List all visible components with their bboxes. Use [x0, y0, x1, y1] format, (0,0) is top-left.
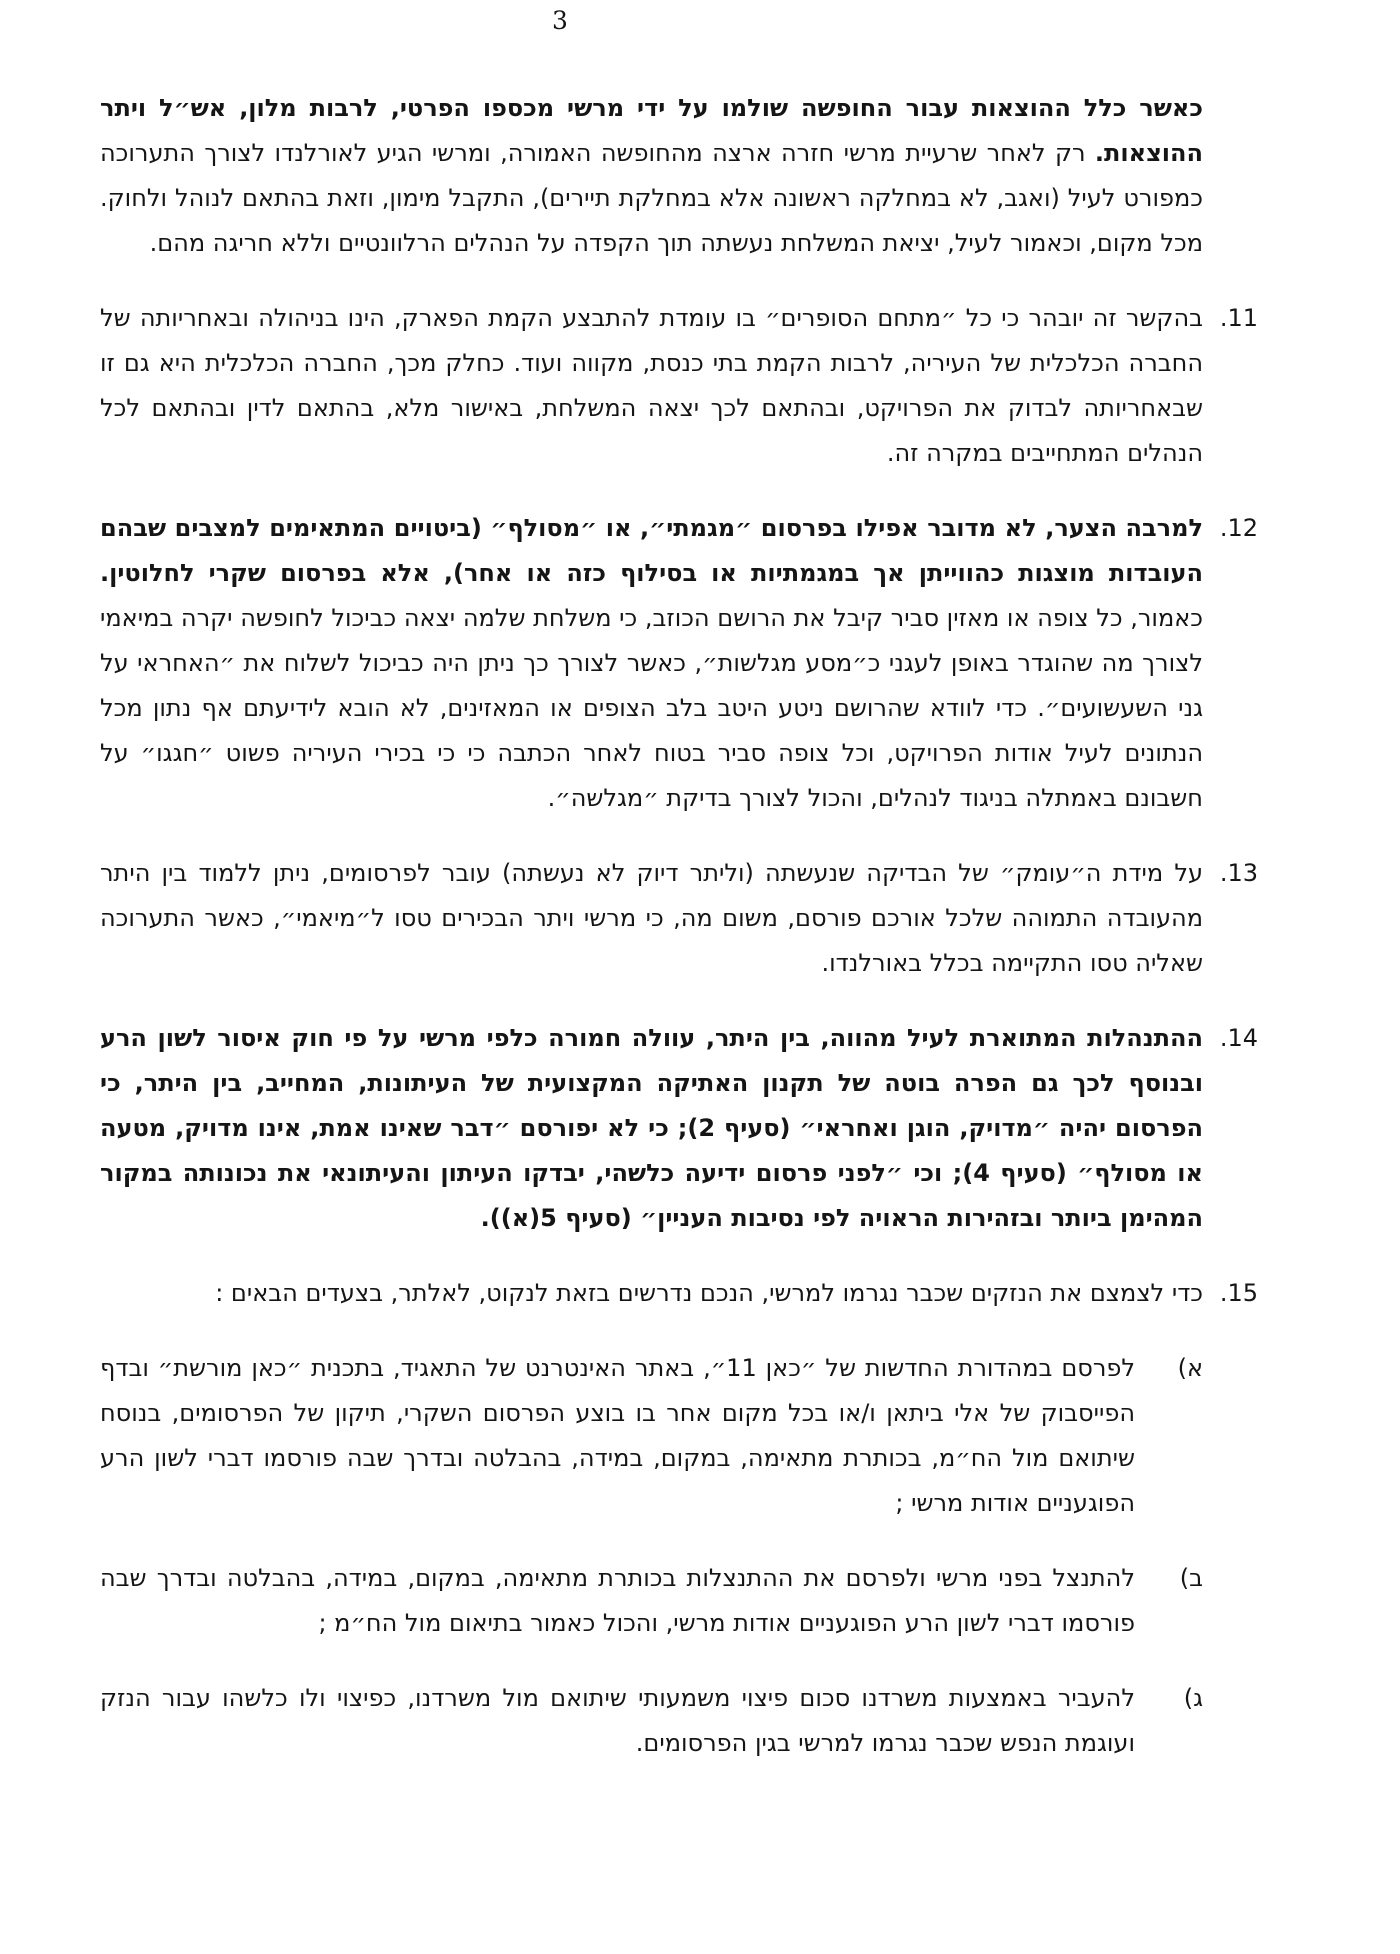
subitem-bet-marker: ב): [1179, 1564, 1203, 1592]
item-12: [100, 506, 1258, 821]
intro-paragraph: [100, 86, 1203, 266]
item-15-number: 15.: [1219, 1279, 1258, 1307]
letter-body: [100, 86, 1258, 1796]
item-15-text: כדי לצמצם את הנזקים שכבר נגרמו למרשי, הנכם נדרשים בזאת לנקוט, לאלתר, בצעדים הבאים :: [215, 1279, 1203, 1307]
item-11-number: 11.: [1219, 304, 1258, 332]
item-11-text: בהקשר זה יובהר כי כל ״מתחם הסופרים״ בו עומדת להתבצע הקמת הפארק, הינו בניהולה ובאחריותה של החברה הכלכלית של העיריה, לרבות הקמת בתי כנסת, מקווה ועוד. כחלק מכך, החברה הכלכלית היא גם זו שבאחריותה לבדוק את הפרויקט, ובהתאם לכך יצאה המשלחת, באישור מלא, בהתאם לדין ובהתאם לכל הנהלים המתחייבים במקרה זה.: [100, 304, 1203, 467]
item-12-regular-text: כאמור, כל צופה או מאזין סביר קיבל את הרושם הכוזב, כי משלחת שלמה יצאה כביכול לחופשה יקרה במיאמי לצורך מה שהוגדר באופן לעגני כ״מסע מגלשות״, כאשר לצורך כך ניתן היה כביכול לשלוח את ״האחראי על גני השעשועים״. כדי לוודא שהרושם ניטע היטב בלב הצופים או המאזינים, לא הובא לידיעתם אף נתון מכל הנתונים לעיל אודות הפרויקט, וכל צופה סביר בטוח לאחר הכתבה כי כי בכירי העיריה פשוט ״חגגו״ על חשבונם באמתלה בניגוד לנהלים, והכול לצורך בדיקת ״מגלשה״.: [100, 604, 1203, 812]
item-14-text: ההתנהלות המתוארת לעיל מהווה, בין היתר, עוולה חמורה כלפי מרשי על פי חוק איסור לשון הרע ובנוסף לכך גם הפרה בוטה של תקנון האתיקה המקצועית של העיתונות, המחייב, בין היתר, כי הפרסום יהיה ״מדויק, הוגן ואחראי״ (סעיף 2); כי לא יפורסם ״דבר שאינו אמת, אינו מדויק, מטעה או מסולף״ (סעיף 4); וכי ״לפני פרסום ידיעה כלשהי, יבדקו העיתון והעיתונאי את נכונותה במקור המהימן ביותר ובזהירות הראויה לפי נסיבות העניין״ (סעיף 5(א)).: [100, 1024, 1204, 1232]
intro-text: רק לאחר שרעיית מרשי חזרה ארצה מהחופשה האמורה, ומרשי הגיע לאורלנדו לצורך התערוכה כמפורט לעיל (ואגב, לא במחלקה ראשונה אלא במחלקת תיירים), התקבל מימון, וזאת בהתאם לנוהל ולחוק. מכל מקום, וכאמור לעיל, יציאת המשלחת נעשתה תוך הקפדה על הנהלים הרלוונטיים וללא חריגה מהם.: [100, 139, 1203, 257]
item-12-number: 12.: [1219, 514, 1258, 542]
subitem-alef-text: לפרסם במהדורת החדשות של ״כאן 11״, באתר האינטרנט של התאגיד, בתכנית ״כאן מורשת״ ובדף הפייסבוק של אלי ביתאן ו/או בכל מקום אחר בו בוצע הפרסום השקרי, תיקון של הפרסומים, בנוסח שיתואם מול הח״מ, בכותרת מתאימה, במקום, במידה, בהבלטה ובדרך שבה פורסמו דברי לשון הרע הפוגעניים אודות מרשי ;: [100, 1354, 1135, 1517]
item-13: [100, 851, 1258, 986]
page-number: 3: [552, 6, 568, 35]
item-12-bold-lead: למרבה הצער, לא מדובר אפילו בפרסום ״מגמתי״, או ״מסולף״ (ביטויים המתאימים למצבים שבהם העובדות מוצגות כהווייתן אך במגמתיות או בסילוף כזה או אחר), אלא בפרסום שקרי לחלוטין.: [100, 514, 1203, 587]
item-15: [100, 1271, 1258, 1316]
item-12-text: [100, 506, 1203, 821]
subitem-bet-text: להתנצל בפני מרשי ולפרסם את ההתנצלות בכותרת מתאימה, במקום, במידה, בהבלטה ובדרך שבה פורסמו דברי לשון הרע הפוגעניים אודות מרשי, והכול כאמור בתיאום מול הח״מ ;: [100, 1564, 1135, 1637]
item-13-text: על מידת ה״עומק״ של הבדיקה שנעשתה (וליתר דיוק לא נעשתה) עובר לפרסומים, ניתן ללמוד בין היתר מהעובדה התמוהה שלכל אורכם פורסם, משום מה, כי מרשי ויתר הבכירים טסו ל״מיאמי״, כאשר התערוכה שאליה טסו התקיימה בכלל באורלנדו.: [100, 859, 1203, 977]
subitem-bet: [100, 1556, 1203, 1646]
subitem-alef-marker: א): [1177, 1354, 1203, 1382]
subitem-alef: [100, 1346, 1203, 1526]
item-11: [100, 296, 1258, 476]
item-14-number: 14.: [1219, 1024, 1258, 1052]
intro-bold-lead: כאשר כלל ההוצאות עבור החופשה שולמו על ידי מרשי מכספו הפרטי, לרבות מלון, אש״ל ויתר ההוצאות.: [100, 94, 1203, 167]
subitem-gimel: [100, 1676, 1203, 1766]
subitem-gimel-text: להעביר באמצעות משרדנו סכום פיצוי משמעותי שיתואם מול משרדנו, כפיצוי ולו כלשהו עבור הנזק ועוגמת הנפש שכבר נגרמו למרשי בגין הפרסומים.: [100, 1684, 1135, 1757]
subitem-gimel-marker: ג): [1183, 1684, 1203, 1712]
item-13-number: 13.: [1219, 859, 1258, 887]
item-14: [100, 1016, 1258, 1241]
